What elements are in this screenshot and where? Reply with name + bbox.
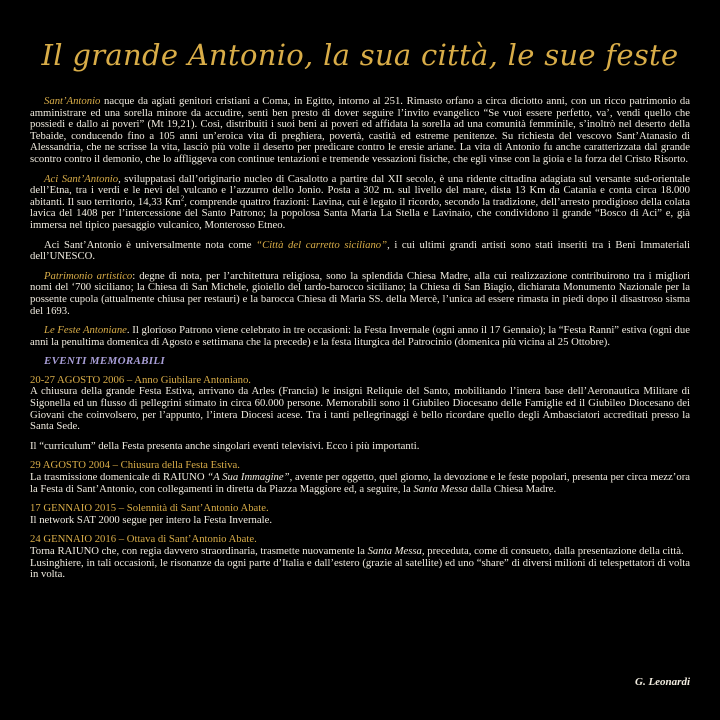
events-heading: EVENTI MEMORABILI: [44, 355, 165, 368]
paragraph-carretto: [30, 240, 690, 263]
event-italic: Santa Messa: [367, 545, 422, 557]
paragraph-feste: [30, 325, 690, 348]
page-title: Il grande Antonio, la sua città, le sue feste: [41, 38, 679, 72]
event-text: Lusinghiere, in tali occasioni, le risonanze da ogni parte d’Italia e dall’estero (grazie al satellite) ed uno “share” di diversi milioni di telespettatori di volta in volta.: [30, 556, 690, 581]
paragraph-text: , comprende quattro frazioni: Lavina, cui è legato il ricordo, secondo la tradizione, dell’arresto prodigioso della colata lavica del 1408 per l’intercessione del Santo Patrono; la popolosa Santa Maria La Stella e Lavinaio, che condividono il grande “Bosco di Aci” e, già immersa nel tipico paesaggio vulcanico, Monterosso Etneo.: [30, 195, 690, 231]
event-body-2015: Il network SAT 2000 segue per intero la Festa Invernale.: [30, 513, 272, 526]
author-signature: G. Leonardi: [635, 676, 690, 688]
paragraph-text: : degne di nota, per l’architettura religiosa, sono la splendida Chiesa Madre, alla cui realizzazione contribuirono tra i migliori nomi del ‘700 siciliano; la Chiesa di San Michele, gioiello del tardo-barocco siciliano; la Chiesa di San Biagio, dichiarata Monumento Nazionale per la possente cupola (attualmente chiusa per restauri) e la barocca Chiesa di Maria SS. della Mercè, l’unica ad essere rimasta in piedi dopo il disastroso sisma del 1693.: [30, 269, 690, 317]
event-text: , avente per oggetto, quel giorno, la devozione e le feste popolari, presenta per circa mezz’ora la Festa di Sant’Antonio, con collegamenti in diretta da Piazza Maggiore ed, a seguire, la: [30, 471, 690, 495]
paragraph-patrimonio: [30, 271, 690, 317]
lead-feste: Le Feste Antoniane: [44, 324, 127, 337]
event-text: Torna RAIUNO che, con regia davvero straordinaria, trasmette nuovamente la: [30, 545, 368, 557]
event-title-2015: 17 GENNAIO 2015 – Solennità di Sant’Antonio Abate.: [30, 502, 269, 515]
lead-sant-antonio: Sant’Antonio: [44, 95, 101, 107]
paragraph-text: , sviluppatasi dall’originario nucleo di Casalotto a partire dal XII secolo, è una ridente cittadina adagiata sul versante sud-orientale dell’Etna, tra i verdi e le nevi del vulcano e l’azzurro dello Jonio. Posta a 302 m. sul livello del mare, dista 13 Km da Catania e conta circa 18.000 abitanti. Il suo territorio, 14,33 Km: [30, 172, 690, 208]
paragraph-text: . Il glorioso Patrono viene celebrato in tre occasioni: la Festa Invernale (ogni anno il 17 Gennaio); la “Festa Ranni” estiva (ogni due anni la penultima domenica di Agosto e settimana che la precede) e la festa liturgica del Patrocinio (domenica più vicina al 25 Ottobre).: [30, 324, 690, 348]
paragraph-text: , i cui ultimi grandi artisti sono stati inseriti tra i Beni Immateriali dell’UNESCO.: [30, 238, 691, 263]
event-text: , preceduta, come di consueto, dalla presentazione della città.: [421, 545, 684, 557]
article-body: [30, 96, 690, 581]
event-body-2006: A chiusura della grande Festa Estiva, arrivano da Arles (Francia) le insigni Reliquie del Santo, mobilitando l’intera base dell’Aeronautica Militare di Sigonella ed un flusso di pellegrini stimato in circa 60.000 persone. Memorabili sono il Giubileo Diocesano delle Famiglie ed il Giubileo Diocesano dei Giovani che coinvolsero, per l’appunto, l’intera Diocesi acese. Tra i tanti pellegrinaggi è bello ricordare quello degli Ambasciatori accreditati presso la Santa Sede.: [30, 385, 690, 433]
superscript: 2: [180, 194, 185, 203]
event-text: La trasmissione domenicale di RAIUNO: [30, 471, 208, 484]
paragraph-aci-sant-antonio: [30, 174, 690, 232]
event-body-2004: [30, 472, 690, 495]
event-text: dalla Chiesa Madre.: [467, 482, 557, 495]
paragraph-text: Aci Sant’Antonio è universalmente nota come: [44, 238, 257, 251]
event-italic: “A Sua Immagine”: [207, 471, 290, 484]
paragraph-sant-antonio: [30, 96, 690, 166]
paragraph-text: nacque da agiati genitori cristiani a Coma, in Egitto, intorno al 251. Rimasto orfano a circa diciotto anni, con un ricco patrimonio da amministrare ed una sorella minore da accudire, sentì ben presto di dover seguire l’invito evangelico “Se vuoi essere perfetto, va’, vendi quello che possiedi e dallo ai poveri” (Mt 19,21). Così, distribuiti i suoi beni ai poveri ed affidata la sorella ad una comunità femminile, s’inoltrò nel deserto della Tebaide, conducendo fino a 105 anni un’eroica vita di preghiera, povertà, castità ed estreme penitenze. Su richiesta del vescovo Sant’Atanasio di Alessandria, che ne scrisse la vita, lasciò più volte il deserto per predicare contro le eresie ariane. La vita di Antonio fu anche caratterizzata dal grande scontro contro il demonio, che lo affliggeva con continue tentazioni e tremende vessazioni fisiche, che egli vinse con la gioia e la forza del Cristo Risorto.: [30, 95, 690, 165]
event-title-2006: 20-27 AGOSTO 2006 – Anno Giubilare Antoniano.: [30, 373, 251, 386]
lead-aci-sant-antonio: Aci Sant’Antonio: [44, 172, 119, 185]
event-body-2016: [30, 546, 690, 581]
event-title-2016: 24 GENNAIO 2016 – Ottava di Sant’Antonio Abate.: [30, 533, 257, 546]
curriculum-note: Il “curriculum” della Festa presenta anche singolari eventi televisivi. Ecco i più importanti.: [30, 439, 420, 452]
lead-patrimonio: Patrimonio artistico: [44, 269, 133, 282]
event-title-2004: 29 AGOSTO 2004 – Chiusura della Festa Estiva.: [30, 459, 240, 472]
event-italic: Santa Messa: [413, 482, 468, 495]
highlight-carretto: “Città del carretto siciliano”: [256, 238, 388, 251]
